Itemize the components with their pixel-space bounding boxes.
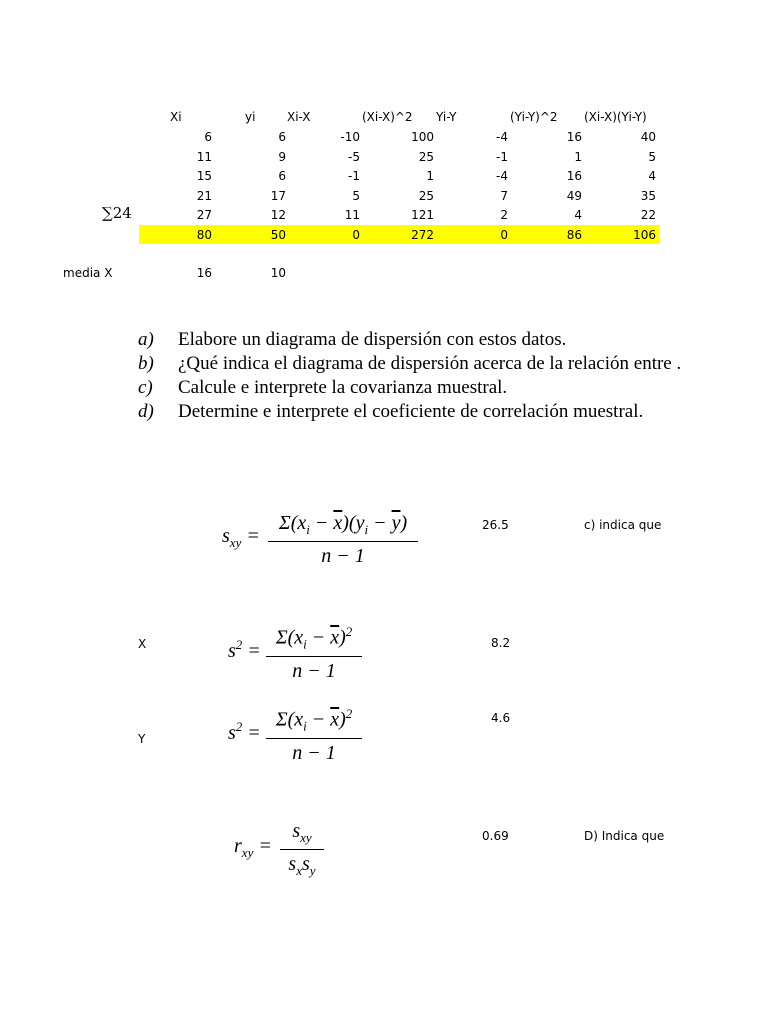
total-cell[interactable]: 80 — [196, 228, 212, 242]
header-xi[interactable]: Xi — [170, 110, 182, 124]
table-cell[interactable]: -5 — [348, 150, 360, 164]
covariance-formula: $s_{xy}$ = $\Sigma(x_i - \overline{x})(y_i - \overline{y})$ n − 1 — [222, 508, 422, 568]
table-cell[interactable]: 25 — [418, 189, 434, 203]
correlation-formula: $r_{xy}$ = $s_{xy}$ $s_xs_y$ — [234, 818, 334, 878]
table-cell[interactable]: -4 — [496, 130, 508, 144]
table-cell[interactable]: 100 — [411, 130, 434, 144]
table-cell[interactable]: 1 — [574, 150, 582, 164]
table-cell[interactable]: -4 — [496, 169, 508, 183]
question-text: ¿Qué indica el diagrama de dispersión acerca de la relación entre . — [178, 353, 682, 374]
table-cell[interactable]: 27 — [196, 208, 212, 222]
media-y-value[interactable]: 10 — [270, 266, 286, 280]
question-text: Determine e interprete el coeficiente de correlación muestral. — [178, 401, 644, 422]
table-cell[interactable]: 11 — [196, 150, 212, 164]
question-d — [138, 400, 681, 424]
table-cell[interactable]: 11 — [344, 208, 360, 222]
header-yi-minus-y[interactable]: Yi-Y — [436, 110, 457, 124]
question-text: Calcule e interprete la covarianza muestral. — [178, 377, 508, 398]
table-cell[interactable]: 9 — [278, 150, 286, 164]
table-cell[interactable]: 12 — [270, 208, 286, 222]
question-b — [138, 352, 681, 376]
table-cell[interactable]: 6 — [278, 130, 286, 144]
question-letter: c) — [138, 377, 153, 398]
variance-x-label[interactable]: X — [138, 637, 147, 651]
total-cell[interactable]: 106 — [633, 228, 656, 242]
question-list — [138, 328, 681, 424]
media-x-value[interactable]: 16 — [196, 266, 212, 280]
sum-label[interactable]: ∑24 — [102, 204, 132, 222]
total-cell[interactable]: 272 — [411, 228, 434, 242]
header-xi-minus-x[interactable]: Xi-X — [287, 110, 311, 124]
table-cell[interactable]: 22 — [640, 208, 656, 222]
table-cell[interactable]: 16 — [566, 130, 582, 144]
table-cell[interactable]: 17 — [270, 189, 286, 203]
table-cell[interactable]: 49 — [566, 189, 582, 203]
total-cell[interactable]: 0 — [500, 228, 508, 242]
table-cell[interactable]: 25 — [418, 150, 434, 164]
header-xi-minus-x-squared[interactable]: (Xi-X)^2 — [362, 110, 413, 124]
variance-x-value[interactable]: 8.2 — [491, 636, 511, 650]
total-cell[interactable]: 0 — [352, 228, 360, 242]
table-cell[interactable]: 21 — [196, 189, 212, 203]
table-cell[interactable]: 7 — [500, 189, 508, 203]
table-cell[interactable]: 15 — [196, 169, 212, 183]
question-letter: a) — [138, 329, 154, 350]
correlation-value[interactable]: 0.69 — [482, 829, 509, 843]
question-c — [138, 376, 681, 400]
table-cell[interactable]: 2 — [500, 208, 508, 222]
header-yi-minus-y-squared[interactable]: (Yi-Y)^2 — [510, 110, 558, 124]
table-cell[interactable]: 121 — [411, 208, 434, 222]
table-cell[interactable]: 35 — [640, 189, 656, 203]
table-cell[interactable]: 4 — [648, 169, 656, 183]
variance-x-formula: $s^2$ = $\Sigma(x_i - \overline{x})^2$ n − 1 — [228, 620, 368, 680]
header-yi[interactable]: yi — [245, 110, 256, 124]
table-cell[interactable]: 40 — [640, 130, 656, 144]
variance-y-label[interactable]: Y — [138, 732, 146, 746]
covariance-note[interactable]: c) indica que — [584, 518, 662, 532]
covariance-value[interactable]: 26.5 — [482, 518, 509, 532]
question-a — [138, 328, 681, 352]
question-text: Elabore un diagrama de dispersión con estos datos. — [178, 329, 567, 350]
table-cell[interactable]: -1 — [496, 150, 508, 164]
table-cell[interactable]: 1 — [426, 169, 434, 183]
table-cell[interactable]: -10 — [340, 130, 360, 144]
question-letter: b) — [138, 353, 154, 374]
media-label[interactable]: media X — [63, 266, 113, 280]
correlation-note[interactable]: D) Indica que — [584, 829, 665, 843]
table-cell[interactable]: -1 — [348, 169, 360, 183]
table-cell[interactable]: 5 — [648, 150, 656, 164]
variance-y-value[interactable]: 4.6 — [491, 711, 511, 725]
table-cell[interactable]: 6 — [278, 169, 286, 183]
table-cell[interactable]: 6 — [204, 130, 212, 144]
table-cell[interactable]: 16 — [566, 169, 582, 183]
total-cell[interactable]: 50 — [270, 228, 286, 242]
variance-y-formula: $s^2$ = $\Sigma(x_i - \overline{x})^2$ n − 1 — [228, 702, 368, 762]
question-letter: d) — [138, 401, 154, 422]
header-product[interactable]: (Xi-X)(Yi-Y) — [584, 110, 647, 124]
table-cell[interactable]: 5 — [352, 189, 360, 203]
table-cell[interactable]: 4 — [574, 208, 582, 222]
total-cell[interactable]: 86 — [566, 228, 582, 242]
